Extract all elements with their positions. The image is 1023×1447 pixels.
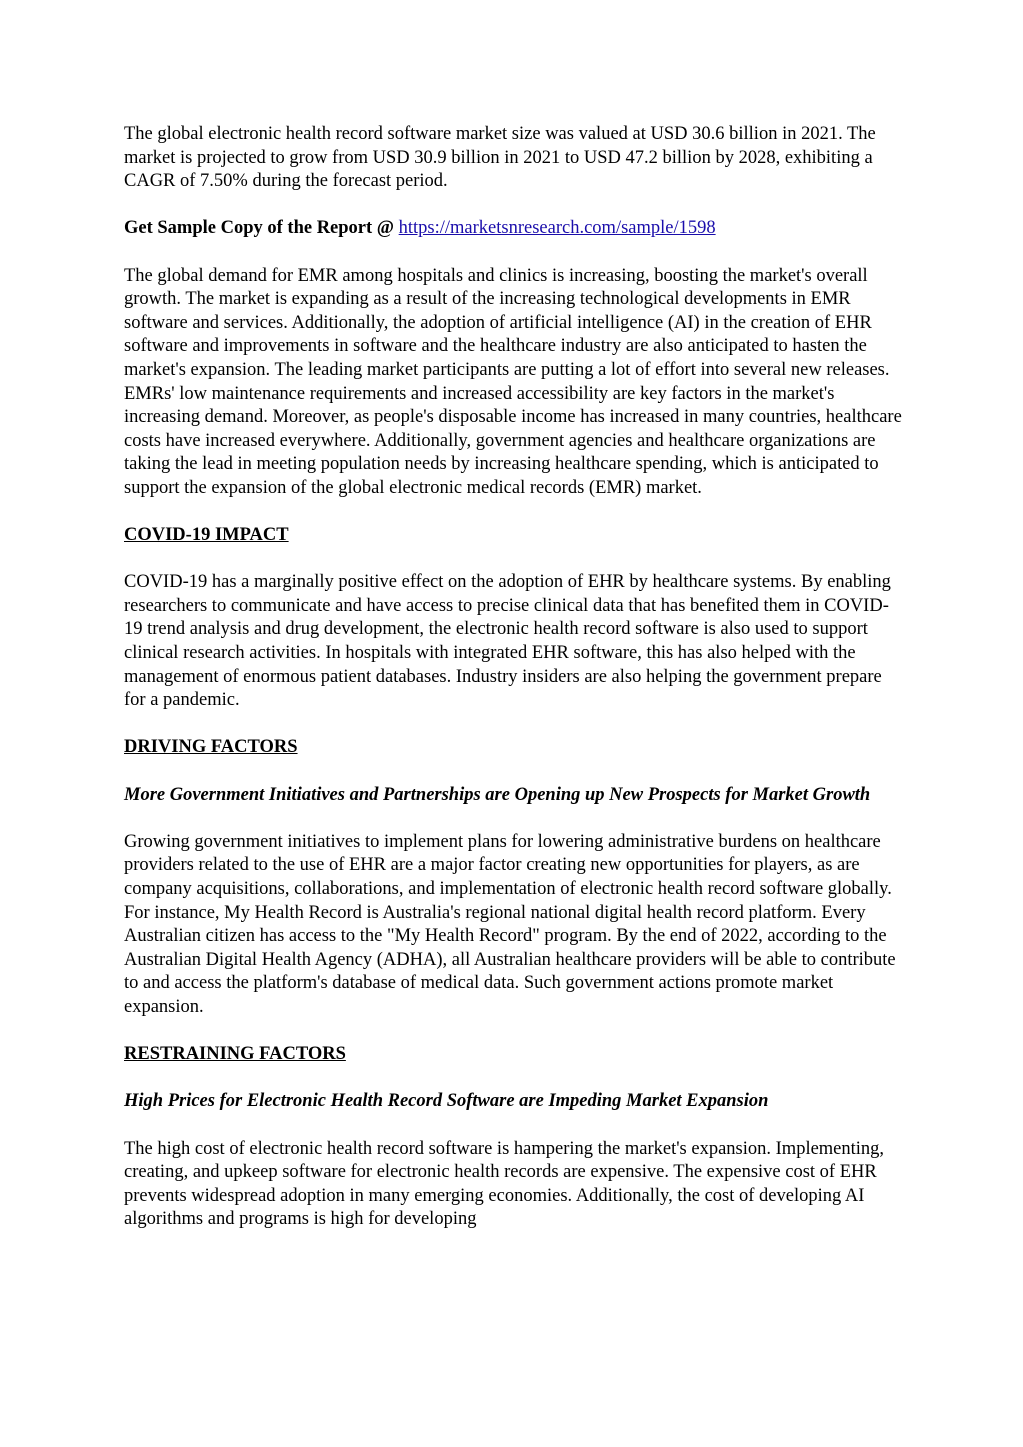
demand-paragraph: The global demand for EMR among hospitals and clinics is increasing, boosting the market's overall growth. The market is expanding as a result of the increasing technological developments in EMR software and services. Additionally, the adoption of artificial intelligence (AI) in the creation of EHR software and improvements in software and the healthcare industry are also anticipated to hasten the market's expansion. The leading market participants are putting a lot of effort into several new releases. EMRs' low maintenance requirements and increased accessibility are key factors in the market's increasing demand. Moreover, as people's disposable income has increased in many countries, healthcare costs have increased everywhere. Additionally, government agencies and healthcare organizations are taking the lead in meeting population needs by increasing healthcare spending, which is anticipated to support the expansion of the global electronic medical records (EMR) market. <box>124 265 902 498</box>
sample-copy-link[interactable]: https://marketsnresearch.com/sample/1598 <box>398 218 716 239</box>
restraining-factors-paragraph: The high cost of electronic health record software is hampering the market's expansion. Implementing, creating, and upkeep software for electronic health records are expensive. The expensive cost of EHR prevents widespread adoption in many emerging economies. Additionally, the cost of developing AI algorithms and programs is high for developing <box>124 1138 885 1230</box>
driving-factors-paragraph: Growing government initiatives to implement plans for lowering administrative burdens on healthcare providers related to the use of EHR are a major factor creating new opportunities for players, as are company acquisitions, collaborations, and implementation of electronic health record software globally. For instance, My Health Record is Australia's regional national digital health record platform. Every Australian citizen has access to the "My Health Record" program. By the end of 2022, according to the Australian Digital Health Agency (ADHA), all Australian healthcare providers will be able to contribute to and access the platform's database of medical data. Such government actions promote market expansion. <box>124 831 896 1017</box>
driving-factors-heading: DRIVING FACTORS <box>124 737 298 758</box>
driving-factors-subheading: More Government Initiatives and Partnerships are Opening up New Prospects for Market Growth <box>124 784 871 805</box>
sample-copy-line <box>124 217 904 241</box>
intro-paragraph: The global electronic health record software market size was valued at USD 30.6 billion in 2021. The market is projected to grow from USD 30.9 billion in 2021 to USD 47.2 billion by 2028, exhibiting a CAGR of 7.50% during the forecast period. <box>124 124 876 192</box>
sample-copy-label: Get Sample Copy of the Report @ <box>124 218 395 239</box>
restraining-factors-subheading: High Prices for Electronic Health Record Software are Impeding Market Expansion <box>124 1091 769 1112</box>
document-page <box>124 123 904 1256</box>
covid-impact-heading: COVID-19 IMPACT <box>124 525 289 546</box>
covid-impact-paragraph: COVID-19 has a marginally positive effect on the adoption of EHR by healthcare systems. By enabling researchers to communicate and have access to precise clinical data that has benefited them in COVID-19 trend analysis and drug development, the electronic health record software is also used to support clinical research activities. In hospitals with integrated EHR software, this has also helped with the management of enormous patient databases. Industry insiders are also helping the government prepare for a pandemic. <box>124 572 891 711</box>
restraining-factors-heading: RESTRAINING FACTORS <box>124 1044 346 1065</box>
